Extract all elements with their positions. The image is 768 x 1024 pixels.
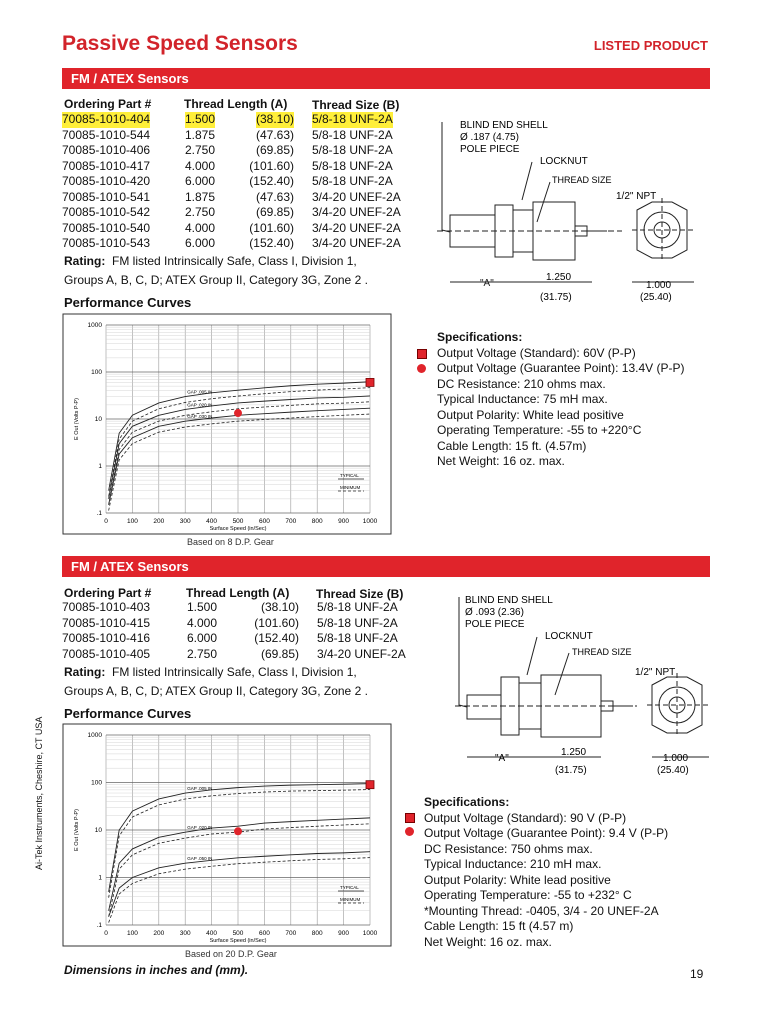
cell-part: 70085-1010-416 <box>62 631 151 645</box>
x-tick-label: 500 <box>232 930 244 937</box>
x-tick-label: 200 <box>153 518 165 525</box>
series-label: GAP .020 IN <box>187 402 213 408</box>
chart-frame <box>63 314 391 534</box>
y-tick-label: .1 <box>96 922 102 929</box>
spec-line: Output Polarity: White lead positive <box>424 872 611 887</box>
cell-mm: (152.40) <box>249 236 294 250</box>
dim-1250-label: 1.250 <box>561 747 587 758</box>
cell-size: 5/8-18 UNF-2A <box>317 631 398 645</box>
performance-chart <box>62 723 392 947</box>
cell-size: 5/8-18 UNF-2A <box>312 143 393 157</box>
y-tick-label: 10 <box>94 827 102 834</box>
y-tick-label: 10 <box>94 416 102 423</box>
standard-voltage-square-marker <box>405 813 415 823</box>
x-axis-label: Surface Speed (in/Sec) <box>209 526 267 532</box>
table-row <box>62 159 422 175</box>
x-tick-label: 200 <box>153 930 165 937</box>
cell-in: 6.000 <box>185 236 216 250</box>
series-line-typical <box>109 382 370 491</box>
x-tick-label: 700 <box>285 518 297 525</box>
spec-line: Output Voltage (Guarantee Point): 9.4 V (P-P) <box>424 826 669 840</box>
shell-label: BLIND END SHELL <box>460 120 548 131</box>
cell-size: 5/8-18 UNF-2A <box>317 615 398 630</box>
page-number: 19 <box>690 967 704 981</box>
sensor-dimension-drawing <box>437 585 727 785</box>
table-row <box>62 221 422 237</box>
guarantee-point-circle-marker <box>417 364 426 373</box>
cell-mm: (101.60) <box>254 615 299 630</box>
dimensions-note: Dimensions in inches and (mm). <box>64 963 249 977</box>
cell-in: 6.000 <box>187 631 218 645</box>
pole-piece-label: POLE PIECE <box>465 619 525 630</box>
cell-in: 1.875 <box>185 127 216 142</box>
x-tick-label: 0 <box>104 930 108 937</box>
series-label: GAP .020 IN <box>187 825 213 831</box>
x-tick-label: 800 <box>311 518 323 525</box>
x-tick-label: 900 <box>338 930 350 937</box>
series-line-typical <box>109 408 370 505</box>
series-line-minimum <box>109 414 370 511</box>
x-tick-label: 900 <box>338 518 350 525</box>
cell-in: 2.750 <box>185 143 216 157</box>
series-label: GAP .050 IN <box>187 856 213 862</box>
x-tick-label: 1000 <box>362 518 378 525</box>
pole-piece-label: POLE PIECE <box>460 144 520 155</box>
cell-mm: (69.85) <box>255 205 294 219</box>
cell-part: 70085-1010-540 <box>62 220 151 235</box>
series-label: GAP .005 IN <box>187 786 213 792</box>
legend-label: MINIMUM <box>340 897 361 902</box>
col-header-part: Ordering Part # <box>64 586 152 600</box>
rating-line2: Groups A, B, C, D; ATEX Group II, Category 3G, Zone 2 . <box>64 684 368 698</box>
dim-2540-label: (25.40) <box>657 765 689 776</box>
y-tick-label: 1 <box>98 874 102 882</box>
cell-mm: (69.85) <box>255 143 294 157</box>
cell-part: 70085-1010-542 <box>62 205 151 219</box>
cell-mm: (47.63) <box>255 189 294 204</box>
spec-line: Operating Temperature: -55 to +232° C <box>424 888 632 902</box>
cell-size: 3/4-20 UNEF-2A <box>317 646 406 661</box>
cell-in: 4.000 <box>187 615 218 630</box>
cell-size: 3/4-20 UNEF-2A <box>312 220 401 235</box>
x-tick-label: 800 <box>311 930 323 937</box>
col-header-length: Thread Length (A) <box>184 97 288 111</box>
dim-3175-label: (31.75) <box>555 765 587 776</box>
cell-in: 1.875 <box>185 189 216 204</box>
dim-2540-label: (25.40) <box>640 292 672 303</box>
npt-label: 1/2" NPT <box>616 191 657 202</box>
listed-product-label: LISTED PRODUCT <box>593 38 708 53</box>
x-tick-label: 400 <box>206 518 218 525</box>
table-row <box>62 616 422 632</box>
x-tick-label: 100 <box>126 518 138 525</box>
cell-mm: (47.63) <box>255 127 294 142</box>
y-tick-label: 100 <box>91 369 102 376</box>
cell-mm: (38.10) <box>255 112 294 126</box>
spec-line: Cable Length: 15 ft (4.57 m) <box>424 919 574 933</box>
legend-label: TYPICAL <box>340 473 359 478</box>
table-row <box>62 143 422 159</box>
series-label: GAP .005 IN <box>187 389 213 395</box>
x-tick-label: 700 <box>285 930 297 937</box>
cell-in: 2.750 <box>187 646 218 661</box>
guarantee-point-circle-marker <box>405 827 414 836</box>
page-title: Passive Speed Sensors <box>62 32 298 55</box>
guarantee-point-circle-marker <box>234 409 242 417</box>
cell-in: 4.000 <box>185 220 216 235</box>
cell-part: 70085-1010-415 <box>62 615 151 630</box>
spec-line: DC Resistance: 210 ohms max. <box>437 376 606 391</box>
cell-part: 70085-1010-406 <box>62 143 151 157</box>
series-line-typical <box>109 852 370 917</box>
cell-part: 70085-1010-543 <box>62 236 151 250</box>
legend-label: MINIMUM <box>340 485 361 490</box>
cell-part: 70085-1010-404 <box>62 112 151 126</box>
chart-caption: Based on 20 D.P. Gear <box>185 949 277 959</box>
x-tick-label: 400 <box>206 930 218 937</box>
standard-point-square-marker <box>366 781 374 789</box>
rating-block <box>64 663 368 701</box>
section-bar: FM / ATEX Sensors <box>62 556 710 577</box>
rating-label: Rating: <box>64 665 106 679</box>
x-tick-label: 1000 <box>362 930 378 937</box>
col-header-size: Thread Size (B) <box>312 98 400 112</box>
spec-line: Output Voltage (Standard): 60V (P-P) <box>437 345 636 360</box>
rating-line1: FM listed Intrinsically Safe, Class I, Division 1, <box>112 254 357 268</box>
series-line-minimum <box>109 824 370 917</box>
y-tick-label: .1 <box>96 510 102 517</box>
company-vertical-text: Ai-Tek Instruments, Cheshire, CT USA <box>34 716 44 870</box>
table-row <box>62 236 422 252</box>
cell-mm: (101.60) <box>249 220 294 235</box>
cell-in: 2.750 <box>185 205 216 219</box>
cell-size: 5/8-18 UNF-2A <box>317 600 398 614</box>
series-line-minimum <box>109 402 370 505</box>
spec-line: Operating Temperature: -55 to +220°C <box>437 423 642 437</box>
performance-chart <box>62 313 392 535</box>
rating-line1: FM listed Intrinsically Safe, Class I, Division 1, <box>112 665 357 679</box>
spec-line: Cable Length: 15 ft. (4.57m) <box>437 438 587 453</box>
section-bar: FM / ATEX Sensors <box>62 68 710 89</box>
ordering-table <box>62 600 422 662</box>
spec-line: Net Weight: 16 oz. max. <box>437 454 565 468</box>
cell-size: 3/4-20 UNEF-2A <box>312 189 401 204</box>
spec-line: Output Polarity: White lead positive <box>437 407 624 422</box>
series-line-typical <box>109 784 370 892</box>
cell-mm: (152.40) <box>249 174 294 188</box>
cell-part: 70085-1010-544 <box>62 127 151 142</box>
cell-size: 5/8-18 UNF-2A <box>312 174 393 188</box>
series-line-minimum <box>109 858 370 923</box>
dim-1000-label: 1.000 <box>646 280 672 291</box>
guarantee-point-circle-marker <box>234 827 242 835</box>
thread-size-label: THREAD SIZE <box>572 647 632 657</box>
cell-mm: (152.40) <box>254 631 299 645</box>
cell-in: 1.500 <box>187 600 218 614</box>
cell-size: 3/4-20 UNEF-2A <box>312 205 401 219</box>
col-header-part: Ordering Part # <box>64 97 152 111</box>
rating-block <box>64 252 368 290</box>
cell-size: 3/4-20 UNEF-2A <box>312 236 401 250</box>
x-tick-label: 300 <box>179 518 191 525</box>
cell-mm: (38.10) <box>260 600 299 614</box>
performance-curves-heading: Performance Curves <box>64 706 192 721</box>
cell-size: 5/8-18 UNF-2A <box>312 158 393 173</box>
x-tick-label: 500 <box>232 518 244 525</box>
y-tick-label: 1 <box>98 463 102 470</box>
table-row <box>62 174 422 190</box>
table-row <box>62 112 422 128</box>
locknut-label: LOCKNUT <box>545 631 593 642</box>
x-tick-label: 600 <box>258 930 270 937</box>
y-tick-label: 1000 <box>87 732 102 739</box>
cell-mm: (101.60) <box>249 158 294 173</box>
shell-label: BLIND END SHELL <box>465 595 553 606</box>
series-label: GAP .030 IN <box>187 414 213 420</box>
legend-label: TYPICAL <box>340 885 359 890</box>
table-row <box>62 600 422 616</box>
dim-1250-label: 1.250 <box>546 272 572 283</box>
spec-line: Output Voltage (Guarantee Point): 13.4V (P-P) <box>437 361 685 375</box>
rating-label: Rating: <box>64 254 106 268</box>
y-tick-label: 100 <box>91 779 102 787</box>
table-row <box>62 128 422 144</box>
standard-point-square-marker <box>366 378 374 386</box>
x-tick-label: 300 <box>179 930 191 937</box>
col-header-length: Thread Length (A) <box>186 586 290 600</box>
series-line-minimum <box>109 789 370 897</box>
col-header-size: Thread Size (B) <box>316 587 404 601</box>
specifications-title: Specifications: <box>437 330 523 344</box>
cell-size: 5/8-18 UNF-2A <box>312 127 393 142</box>
specifications-block <box>437 330 684 470</box>
spec-line: *Mounting Thread: -0405, 3/4 - 20 UNEF-2A <box>424 903 659 918</box>
cell-part: 70085-1010-541 <box>62 189 151 204</box>
x-tick-label: 600 <box>258 518 270 525</box>
dim-1000-label: 1.000 <box>663 753 689 764</box>
npt-label: 1/2" NPT <box>635 667 676 678</box>
spec-line: Output Voltage (Standard): 90 V (P-P) <box>424 810 627 825</box>
ordering-table <box>62 112 422 252</box>
y-axis-label: E Out (Volts P-P) <box>74 809 80 851</box>
spec-line: Net Weight: 16 oz. max. <box>424 934 552 949</box>
cell-part: 70085-1010-405 <box>62 646 151 661</box>
x-tick-label: 0 <box>104 518 108 525</box>
performance-curves-heading: Performance Curves <box>64 295 192 310</box>
spec-line: DC Resistance: 750 ohms max. <box>424 841 593 856</box>
diameter-label: Ø .093 (2.36) <box>465 607 524 618</box>
cell-size: 5/8-18 UNF-2A <box>312 112 393 126</box>
table-row <box>62 631 422 647</box>
sensor-dimension-drawing <box>432 110 722 310</box>
x-axis-label: Surface Speed (in/Sec) <box>209 938 267 944</box>
specifications-title: Specifications: <box>424 795 510 809</box>
diameter-label: Ø .187 (4.75) <box>460 132 519 143</box>
cell-mm: (69.85) <box>260 646 299 661</box>
table-row <box>62 190 422 206</box>
locknut-label: LOCKNUT <box>540 156 588 167</box>
thread-size-label: THREAD SIZE <box>552 175 612 185</box>
y-tick-label: 1000 <box>87 322 102 329</box>
table-row <box>62 647 422 663</box>
cell-part: 70085-1010-403 <box>62 600 151 614</box>
cell-in: 1.500 <box>185 112 216 126</box>
y-axis-label: E Out (Volts P-P) <box>74 398 80 440</box>
spec-line: Typical Inductance: 75 mH max. <box>437 392 608 406</box>
dim-3175-label: (31.75) <box>540 292 572 303</box>
x-tick-label: 100 <box>126 930 138 937</box>
cell-part: 70085-1010-417 <box>62 158 151 173</box>
dim-a-label: "A" <box>480 278 494 289</box>
table-row <box>62 205 422 221</box>
cell-in: 6.000 <box>185 174 216 188</box>
chart-caption: Based on 8 D.P. Gear <box>187 537 274 547</box>
cell-part: 70085-1010-420 <box>62 174 151 188</box>
dim-a-label: "A" <box>495 753 509 764</box>
spec-line: Typical Inductance: 210 mH max. <box>424 857 602 871</box>
standard-voltage-square-marker <box>417 349 427 359</box>
specifications-block <box>424 795 668 950</box>
cell-in: 4.000 <box>185 158 216 173</box>
rating-line2: Groups A, B, C, D; ATEX Group II, Category 3G, Zone 2 . <box>64 273 368 287</box>
